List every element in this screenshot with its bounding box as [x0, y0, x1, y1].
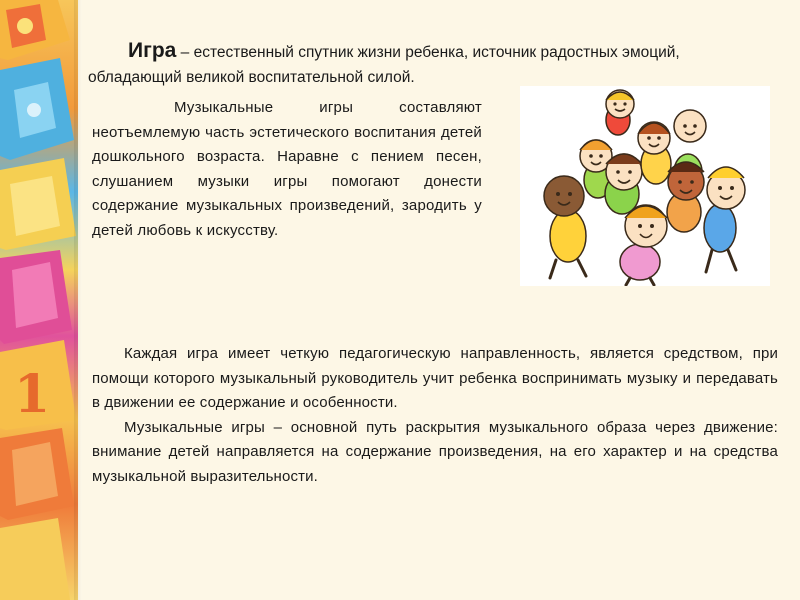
- border-shadow: [74, 0, 82, 600]
- intro-statement: [88, 38, 768, 90]
- toy-blocks-border: [0, 0, 78, 600]
- paragraph2: [92, 342, 778, 416]
- paragraph2-text: Каждая игра имеет четкую педагогическую направленность, является средством, при помощи которого музыкальный руководитель учит ребенка воспринимать музыку и передавать в движении ее содержание и особенности.: [92, 345, 778, 411]
- paragraph3: [92, 416, 778, 490]
- children-holding-hands-icon: [520, 86, 770, 286]
- title-keyword: Игра: [128, 39, 177, 62]
- title-rest: – естественный спутник жизни ребенка, источник радостных эмоций, обладающий великой воспитательной силой.: [88, 44, 680, 86]
- paragraph1-text: Музыкальные игры составляют неотъемлемую часть эстетического воспитания детей дошкольного возраста. Наравне с пением песен, слушанием музыки игры помогают донести содержание музыкальных произведений, зародить у детей любовь к искусству.: [92, 99, 482, 239]
- paragraph3-text: Музыкальные игры – основной путь раскрытия музыкального образа через движение: внимание детей направляется на содержание произведения, на его характер и на средства музыкальной выразительности.: [92, 418, 778, 485]
- paragraph-music-games: [92, 96, 482, 243]
- paragraph-pedagogy: [92, 342, 778, 489]
- svg-text:1: 1: [14, 364, 51, 425]
